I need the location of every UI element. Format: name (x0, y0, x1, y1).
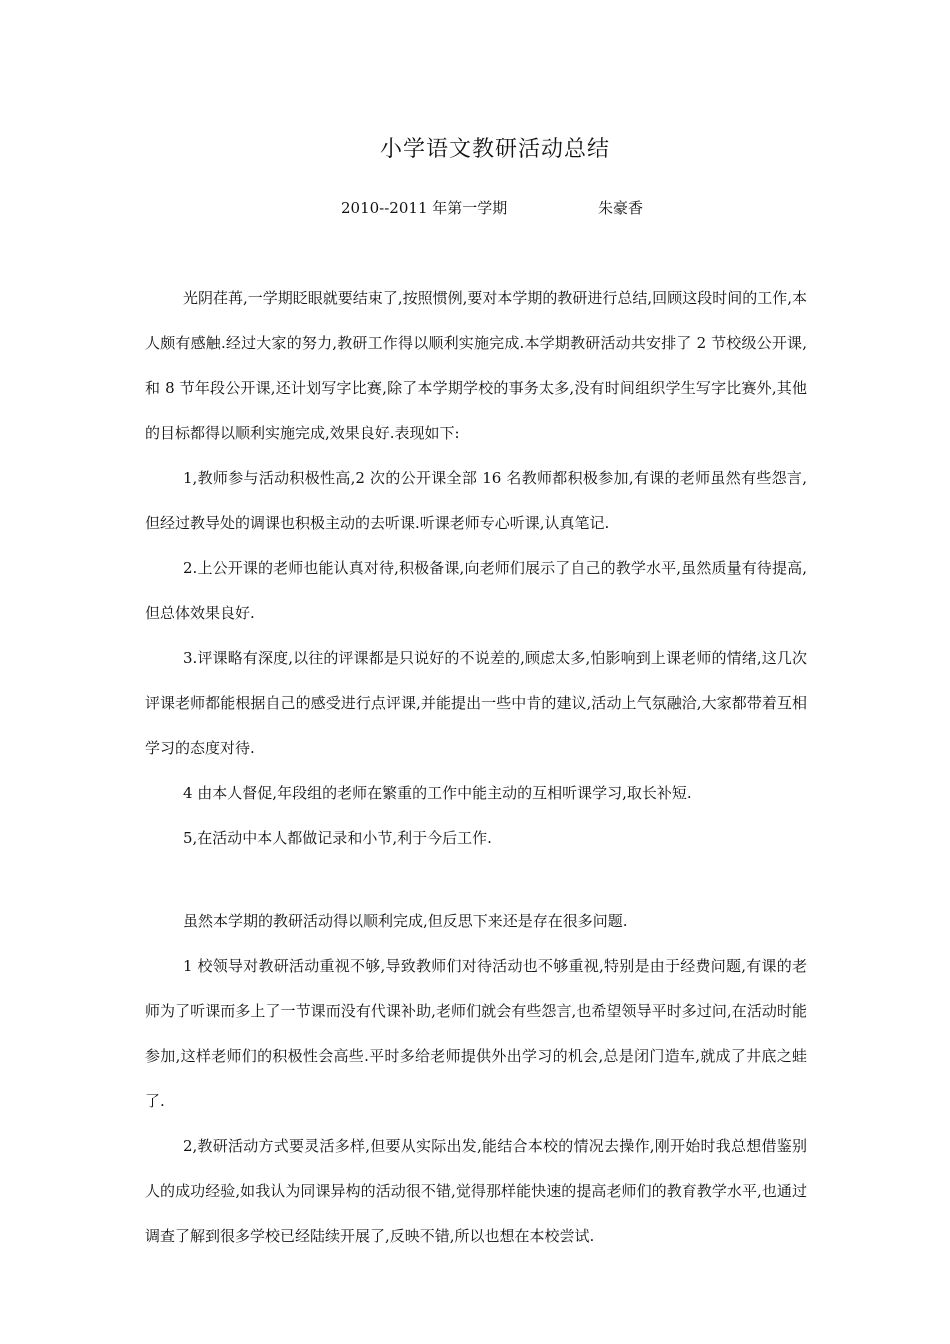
subtitle-term: 2010--2011 年第一学期 (341, 199, 508, 217)
body-paragraph: 2.上公开课的老师也能认真对待,积极备课,向老师们展示了自己的教学水平,虽然质量有待提高,但总体效果良好. (145, 559, 807, 622)
section-spacer (145, 861, 807, 899)
body-paragraph: 1,教师参与活动积极性高,2 次的公开课全部 16 名教师都积极参加,有课的老师虽然有些怨言,但经过教导处的调课也积极主动的去听课.听课老师专心听课,认真笔记. (145, 469, 807, 532)
document-subtitle (341, 196, 644, 220)
body-paragraph: 光阴荏苒,一学期眨眼就要结束了,按照惯例,要对本学期的教研进行总结,回顾这段时间的工作,本人颇有感触.经过大家的努力,教研工作得以顺利实施完成.本学期教研活动共安排了 2 节校级公开课,和 8 节年段公开课,还计划写字比赛,除了本学期学校的事务太多,没有时间组织学生写字比赛外,其他的目标都得以顺利实施完成,效果良好.表现如下: (145, 289, 807, 442)
document-body (145, 276, 807, 1259)
body-paragraph: 虽然本学期的教研活动得以顺利完成,但反思下来还是存在很多问题. (183, 912, 628, 930)
body-paragraph: 5,在活动中本人都做记录和小节,利于今后工作. (183, 829, 492, 847)
body-paragraph: 4 由本人督促,年段组的老师在繁重的工作中能主动的互相听课学习,取长补短. (183, 784, 692, 802)
body-paragraph: 2,教研活动方式要灵活多样,但要从实际出发,能结合本校的情况去操作,刚开始时我总想借鉴别人的成功经验,如我认为同课异构的活动很不错,觉得那样能快速的提高老师们的教育教学水平,也通过调查了解到很多学校已经陆续开展了,反映不错,所以也想在本校尝试. (145, 1137, 807, 1245)
document-title: 小学语文教研活动总结 (379, 137, 610, 162)
body-paragraph: 3.评课略有深度,以往的评课都是只说好的不说差的,顾虑太多,怕影响到上课老师的情绪,这几次评课老师都能根据自己的感受进行点评课,并能提出一些中肯的建议,活动上气氛融洽,大家都带着互相学习的态度对待. (145, 649, 807, 757)
subtitle-author: 朱豪香 (598, 199, 644, 217)
body-paragraph: 1 校领导对教研活动重视不够,导致教师们对待活动也不够重视,特别是由于经费问题,有课的老师为了听课而多上了一节课而没有代课补助,老师们就会有些怨言,也希望领导平时多过问,在活动时能参加,这样老师们的积极性会高些.平时多给老师提供外出学习的机会,总是闭门造车,就成了井底之蛙了. (145, 957, 807, 1110)
